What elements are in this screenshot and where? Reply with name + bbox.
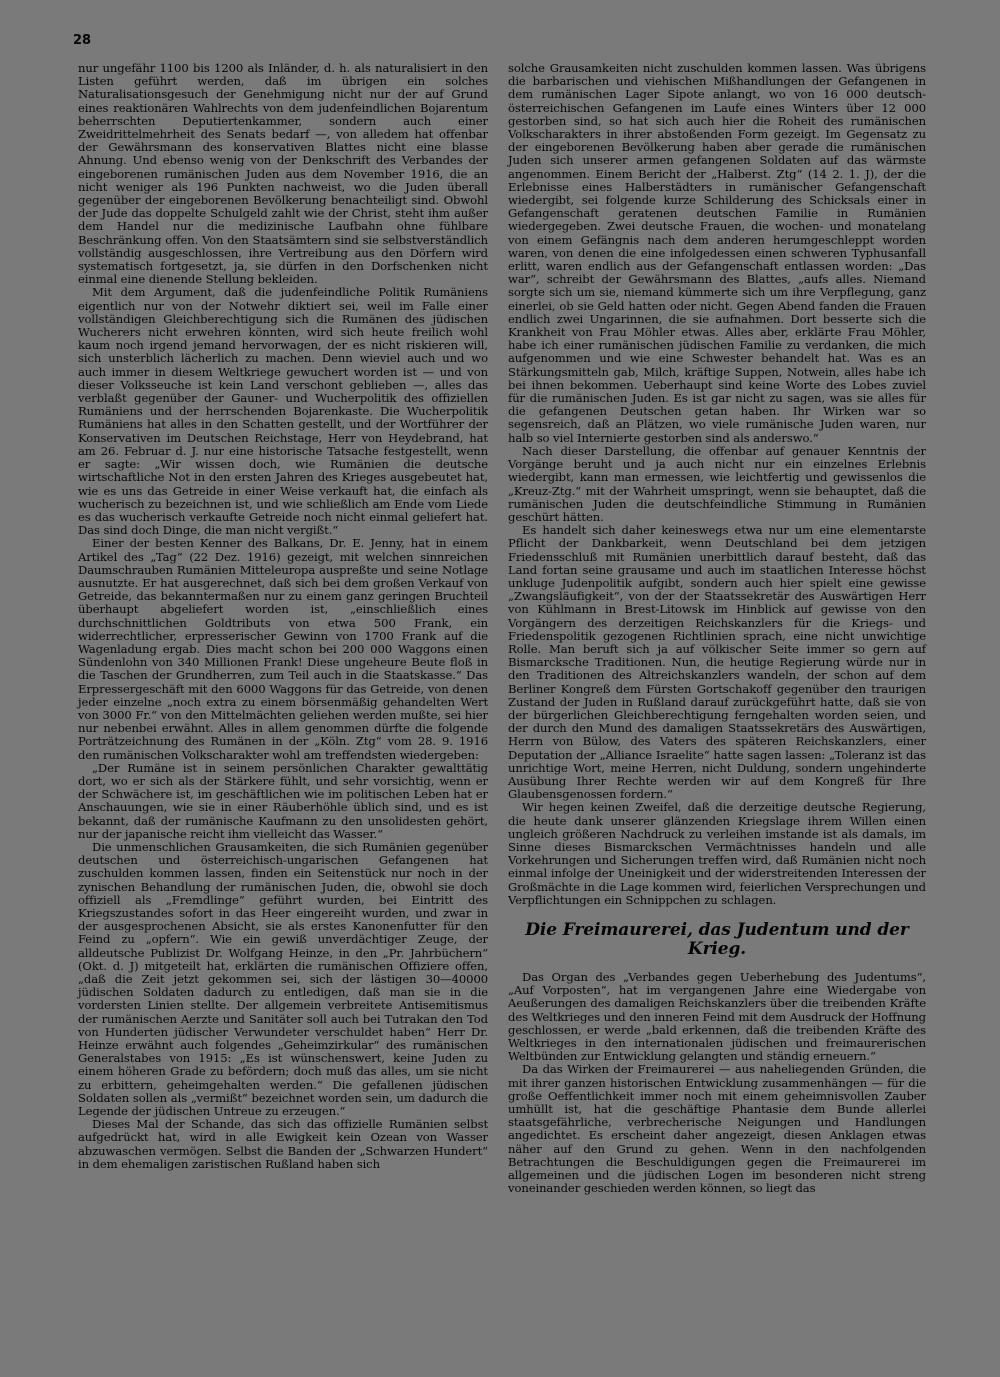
paragraph: Es handelt sich daher keineswegs etwa nur um eine elementarste Pflicht der Dankbarkeit, wenn Deutschland bei dem jetzigen Friedensschluß mit Rumänien unerbittlich darauf besteht, daß das Land fortan seine grausame und auch im staatlichen Interesse höchst unkluge Judenpolitik aufgibt, sondern auch hier spielt eine gewisse „Zwangsläufigkeit“, von der der Staatssekretär des Auswärtigen Herr von Kühlmann in Brest-Litowsk im Hinblick auf gewisse von den Vorgängern des derzeitigen Reichskanzlers für die Kriegs- und Friedenspolitik gezogenen Richtlinien sprach, eine nicht unwichtige Rolle. Man beruft sich ja auf völkischer Seite immer so gern auf Bismarcksche Traditionen. Nun, die heutige Regierung würde nur in den Traditionen des Altreichskanzlers wandeln, der schon auf dem Berliner Kongreß dem Fürsten Gortschakoff gegenüber den traurigen Zustand der Juden in Rußland darauf zurückgeführt hatte, daß sie von der bürgerlichen Gleichberechtigung ferngehalten worden seien, und der durch den Mund des damaligen Staatssekretärs des Auswärtigen, Herrn von Bülow, des Vaters des späteren Reichskanzlers, einer Deputation der „Alliance Israelite“ hatte sagen lassen: „Toleranz ist das unrichtige Wort, meine Herren, nicht Duldung, sondern ungehinderte Ausübung Ihrer Rechte werden wir auf dem Kongreß für Ihre Glaubensgenossen fordern.“ [508, 523, 926, 802]
section-heading: Die Freimaurerei, das Judentum und der Krieg. [525, 920, 909, 959]
paragraph: Das Organ des „Verbandes gegen Ueberhebung des Judentums“, „Auf Vorposten“, hat im vergangenen Jahre eine Wiedergabe von Aeußerungen des damaligen Reichskanzlers über die treibenden Kräfte des Weltkrieges und den inneren Feind mit dem Ausdruck der Hoffnung geschlossen, er werde „bald erkennen, daß die treibenden Kräfte des Weltkrieges in den internationalen jüdischen und freimaurerischen Weltbünden zur Entwicklung gelangten und ständig erneuern.“ [508, 970, 926, 1064]
paragraph: Wir hegen keinen Zweifel, daß die derzeitige deutsche Regierung, die heute dank unserer glänzenden Kriegslage ihrem Willen einen ungleich größeren Nachdruck zu verleihen imstande ist als damals, im Sinne dieses Bismarckschen Vermächtnisses handeln und alle Vorkehrungen und Sicherungen treffen wird, daß Rumänien nicht noch einmal infolge der Uneinigkeit und der widerstreitenden Interessen der Großmächte in die Lage kommen wird, feierlichen Versprechungen und Verpflichtungen ein Schnippchen zu schlagen. [508, 800, 926, 907]
paragraph: Nach dieser Darstellung, die offenbar auf genauer Kenntnis der Vorgänge beruht und ja auch nicht nur ein einzelnes Erlebnis wiedergibt, kann man ermessen, wie leichtfertig und gewissenlos die „Kreuz-Ztg.“ mit der Wahrheit umspringt, wenn sie behauptet, daß die rumänischen Juden die deutschfeindliche Stimmung in Rumänien geschürt hätten. [508, 443, 926, 524]
quote-paragraph: „Der Rumäne ist in seinem persönlichen Charakter gewalttätig dort, wo er sich als der Stärkere fühlt, und sehr vorsichtig, wenn er der Schwächere ist, im geschäftlichen wie im politischen Leben hat er Anschauungen, wie sie in einer Räuberhöhle üblich sind, und es ist bekannt, daß der rumänische Kaufmann zu den unsolidesten gehört, nur der japanische reicht ihm vielleicht das Wasser.“ [78, 760, 488, 841]
page-number: 28 [73, 33, 92, 48]
paragraph: Die unmenschlichen Grausamkeiten, die sich Rumänien gegenüber deutschen und österreichisch-ungarischen Gefangenen hat zuschulden kommen lassen, finden ein Seitenstück nur noch in der zynischen Behandlung der rumänischen Juden, die, obwohl sie doch offiziell als „Fremdlinge“ geführt wurden, bei Eintritt des Kriegszustandes sofort in das Heer eingereiht wurden, und zwar in der ausgesprochenen Absicht, sie als erstes Kanonenfutter für den Feind zu „opfern“. Wie ein gewiß unverdächtiger Zeuge, der alldeutsche Publizist Dr. Wolfgang Heinze, in den „Pr. Jahrbüchern“ (Okt. d. J) mitgeteilt hat, erklärten die rumänischen Offiziere offen, „daß die Zeit jetzt gekommen sei, sich der lästigen 30—40000 jüdischen Soldaten dadurch zu entledigen, daß man sie in die vordersten Linien stellte. Der allgemein verbreitete Antisemitismus der rumänischen Aerzte und Sanitäter soll auch bei Tutrakan den Tod von Hunderten jüdischer Verwundeter verschuldet haben“ Herr Dr. Heinze erwähnt auch folgendes „Geheimzirkular“ des rumänischen Generalstabes von 1915: „Es ist wünschenswert, keine Juden zu einem höheren Grade zu befördern; doch muß das alles, um sie nicht zu erbittern, geheimgehalten werden.“ Die gefallenen jüdischen Soldaten sollen als „vermißt“ bezeichnet worden sein, um dadurch die Legende der jüdischen Untreue zu erzeugen.“ [78, 839, 488, 1119]
left-column [78, 62, 488, 1171]
paragraph: solche Grausamkeiten nicht zuschulden kommen lassen. Was übrigens die barbarischen und viehischen Mißhandlungen der Gefangenen in dem rumänischen Lager Sipote anlangt, wo von 16 000 deutsch-österreichischen Gefangenen im Laufe eines Winters über 12 000 gestorben sind, so hat sich auch hier die Roheit des rumänischen Volkscharakters in ihrer abstoßenden Form gezeigt. Im Gegensatz zu der eingeborenen Bevölkerung haben aber gerade die rumänischen Juden sich unserer armen gefangenen Soldaten auf das wärmste angenommen. Einem Bericht der „Halberst. Ztg“ (14 2. 1. J), der die Erlebnisse eines Halberstädters in rumänischer Gefangenschaft wiedergibt, sei folgende kurze Schilderung des Schicksals einer in Gefangenschaft geratenen deutschen Familie in Rumänien wiedergegeben. Zwei deutsche Frauen, die wochen- und monatelang von einem Gefängnis nach dem anderen herumgeschleppt worden waren, von denen die eine infolgedessen einen schweren Typhusanfall erlitt, waren endlich aus der Gefangenschaft entlassen worden: „Das war“, schreibt der Gewährsmann des Blattes, „aufs alles. Niemand sorgte sich um sie, niemand kümmerte sich um ihre Verpflegung, ganz einerlei, ob sie Geld hatten oder nicht. Gegen Abend fanden die Frauen endlich zwei Ungarinnen, die sie aufnahmen. Dort besserte sich die Krankheit von Frau Möhler etwas. Alles aber, erklärte Frau Möhler, habe ich einer rumänischen jüdischen Familie zu verdanken, die mich aufgenommen und wie eine Schwester behandelt hat. Was es an Stärkungsmitteln gab, Milch, kräftige Suppen, Notwein, alles habe ich bei ihnen bekommen. Ueberhaupt sind keine Worte des Lobes zuviel für die rumänischen Juden. Es ist gar nicht zu sagen, was sie alles für die gefangenen Deutschen getan haben. Ihr Wirken war so segensreich, daß an Plätzen, wo viele rumänische Juden waren, nur halb so viel Internierte gestorben sind als anderswo.“ [508, 61, 926, 445]
paragraph: nur ungefähr 1100 bis 1200 als Inländer, d. h. als naturalisiert in den Listen geführt werden, daß im übrigen ein solches Naturalisationsgesuch der Genehmigung nicht nur der auf Grund eines reaktionären Wahlrechts von dem judenfeindlichen Bojarentum beherrschten Deputiertenkammer, sondern auch einer Zweidrittelmehrheit des Senats bedarf —, von alledem hat offenbar der Gewährsmann des konservativen Blattes nicht eine blasse Ahnung. Und ebenso wenig von der Denkschrift des Verbandes der eingeborenen rumänischen Juden aus dem November 1916, die an nicht weniger als 196 Punkten nachweist, wo die Juden überall gegenüber der eingeborenen Bevölkerung benachteiligt sind. Obwohl der Jude das doppelte Schulgeld zahlt wie der Christ, steht ihm außer dem Handel nur die medizinische Laufbahn ohne fühlbare Beschränkung offen. Von den Staatsämtern sind sie selbstverständlich vollständig ausgeschlossen, ihre Vertreibung aus den Dörfern wird systematisch fortgesetzt, ja, sie dürfen in den Dorfschenken nicht einmal eine dienende Stellung bekleiden. [78, 61, 488, 287]
paragraph: Dieses Mal der Schande, das sich das offizielle Rumänien selbst aufgedrückt hat, wird in alle Ewigkeit kein Ozean von Wasser abzuwaschen vermögen. Selbst die Banden der „Schwarzen Hundert“ in dem ehemaligen zaristischen Rußland haben sich [78, 1117, 488, 1171]
paragraph: Einer der besten Kenner des Balkans, Dr. E. Jenny, hat in einem Artikel des „Tag“ (22 Dez. 1916) gezeigt, mit welchen sinnreichen Daumschrauben Rumänien Mitteleuropa auspreßte und seine Notlage ausnutzte. Er hat ausgerechnet, daß sich bei dem großen Verkauf von Getreide, das bekanntermaßen nur zu einem ganz geringen Bruchteil überhaupt abgeliefert worden ist, „einschließlich eines durchschnittlichen Goldtributs von etwa 500 Frank, ein widerrechtlicher, erpresserischer Gewinn von 1700 Frank auf die Wagenladung ergab. Dies macht schon bei 200 000 Waggons einen Sündenlohn von 340 Millionen Frank! Diese ungeheure Beute floß in die Taschen der Grundherren, zum Teil auch in die Staatskasse.“ Das Erpressergeschäft mit den 6000 Waggons für das Getreide, von denen jeder einzelne „noch extra zu einem börsenmäßig gehandelten Wert von 3000 Fr.“ von den Mittelmächten geliehen werden mußte, sei hier nur nebenbei erwähnt. Alles in allem genommen dürfte die folgende Porträtzeichnung des Rumänen in der „Köln. Ztg“ vom 28. 9. 1916 den rumänischen Volkscharakter wohl am treffendsten wiedergeben: [78, 536, 488, 762]
paragraph: Mit dem Argument, daß die judenfeindliche Politik Rumäniens eigentlich nur von der Notwehr diktiert sei, weil im Falle einer vollständigen Gleichberechtigung sich die Rumänen des jüdischen Wucherers nicht erwehren könnten, wird sich heute freilich wohl kaum noch irgend jemand hervorwagen, der es nicht riskieren will, sich unsterblich lächerlich zu machen. Denn wieviel auch und wo auch immer in diesem Weltkriege gewuchert worden ist — und von dieser Volksseuche ist kein Land verschont geblieben —, alles das verblaßt gegenüber der Gauner- und Wucherpolitik des offiziellen Rumäniens und der herrschenden Bojarenkaste. Die Wucherpolitik Rumäniens hat alles in den Schatten gestellt, und der Wortführer der Konservativen im Deutschen Reichstage, Herr von Heydebrand, hat am 26. Februar d. J. nur eine historische Tatsache festgestellt, wenn er sagte: „Wir wissen doch, wie Rumänien die deutsche wirtschaftliche Not in den ersten Jahren des Krieges ausgebeutet hat, wie es uns das Getreide in einer Weise verkauft hat, die einfach als wucherisch zu bezeichnen ist, und wie schließlich am Ende vom Liede es das wucherisch verkaufte Getreide noch nicht einmal geliefert hat. Das sind doch Dinge, die man nicht vergißt.“ [78, 285, 488, 538]
right-column [508, 62, 926, 1195]
paragraph: Da das Wirken der Freimaurerei — aus naheliegenden Gründen, die mit ihrer ganzen historischen Entwicklung zusammenhängen — für die große Oeffentlichkeit immer noch mit einem geheimnisvollen Zauber umhüllt ist, hat die geschäftige Phantasie dem Bunde allerlei staatsgefährliche, verbrecherische Neigungen und Handlungen angedichtet. Es erscheint daher angezeigt, diesen Anklagen etwas näher auf den Grund zu gehen. Wenn in den nachfolgenden Betrachtungen die Beschuldigungen gegen die Freimaurerei im allgemeinen und die jüdischen Logen im besonderen nicht streng voneinander geschieden werden können, so liegt das [508, 1062, 926, 1196]
